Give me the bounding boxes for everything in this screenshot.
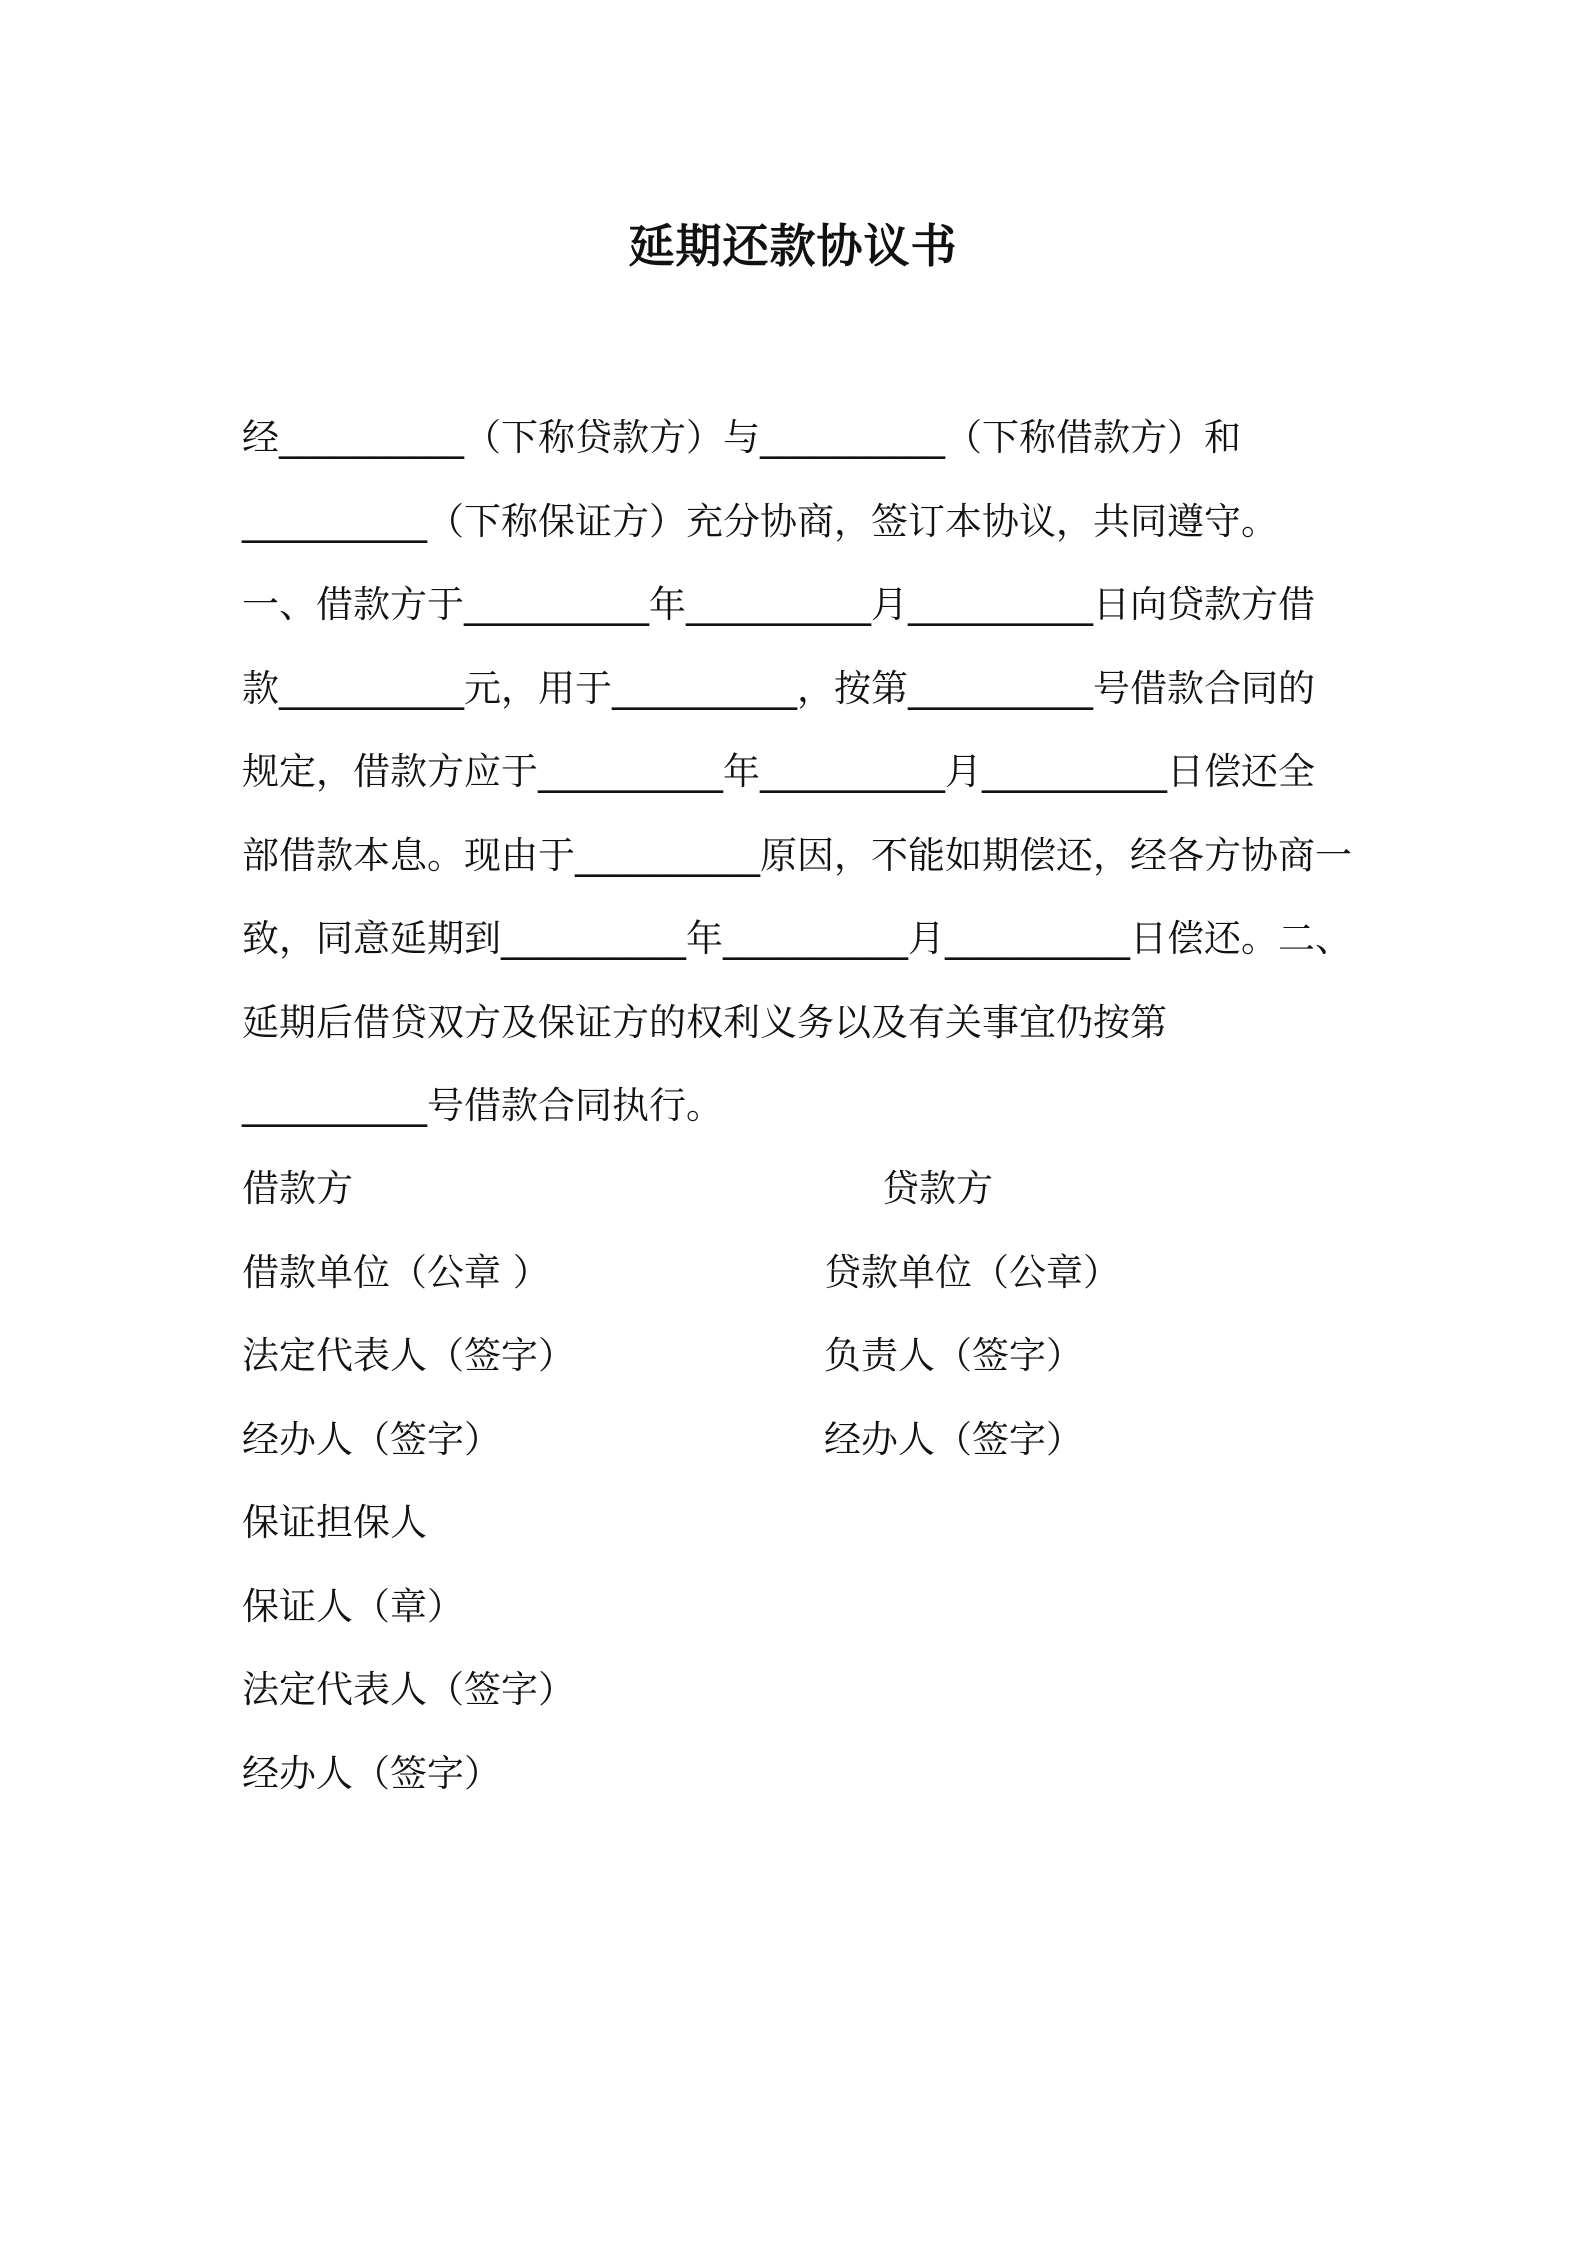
body-line-8: 延期后借贷双方及保证方的权利义务以及有关事宜仍按第 (242, 1001, 1167, 1044)
lender-person-in-charge: 负责人（签字） (824, 1334, 1083, 1377)
body-line-6: 部借款本息。现由于__________原因，不能如期偿还，经各方协商一 (242, 834, 1352, 877)
borrower-legal-rep: 法定代表人（签字） (242, 1334, 575, 1377)
guarantor-seal: 保证人（章） (242, 1585, 464, 1628)
body-line-2: __________（下称保证方）充分协商，签订本协议，共同遵守。 (242, 500, 1278, 543)
borrower-handler: 经办人（签字） (242, 1418, 501, 1461)
guarantor-legal-rep: 法定代表人（签字） (242, 1668, 575, 1711)
borrower-heading: 借款方 (242, 1167, 353, 1210)
lender-heading: 贷款方 (882, 1167, 993, 1210)
body-line-1: 经__________（下称贷款方）与__________（下称借款方）和 (242, 416, 1241, 459)
body-line-5: 规定，借款方应于__________年__________月__________日偿还全 (242, 750, 1315, 793)
body-line-7: 致，同意延期到__________年__________月__________日偿还。二、 (242, 917, 1352, 960)
body-line-3: 一、借款方于__________年__________月__________日向贷款方借 (242, 583, 1315, 626)
body-line-4: 款__________元，用于__________，按第__________号借款合同的 (242, 667, 1315, 710)
body-line-9: __________号借款合同执行。 (242, 1084, 723, 1127)
document-title: 延期还款协议书 (628, 219, 958, 273)
lender-unit-seal: 贷款单位（公章） (824, 1251, 1120, 1294)
lender-handler: 经办人（签字） (824, 1418, 1083, 1461)
borrower-unit-seal: 借款单位（公章 ） (242, 1251, 550, 1294)
guarantor-handler: 经办人（签字） (242, 1752, 501, 1795)
guarantor-heading: 保证担保人 (242, 1501, 427, 1544)
